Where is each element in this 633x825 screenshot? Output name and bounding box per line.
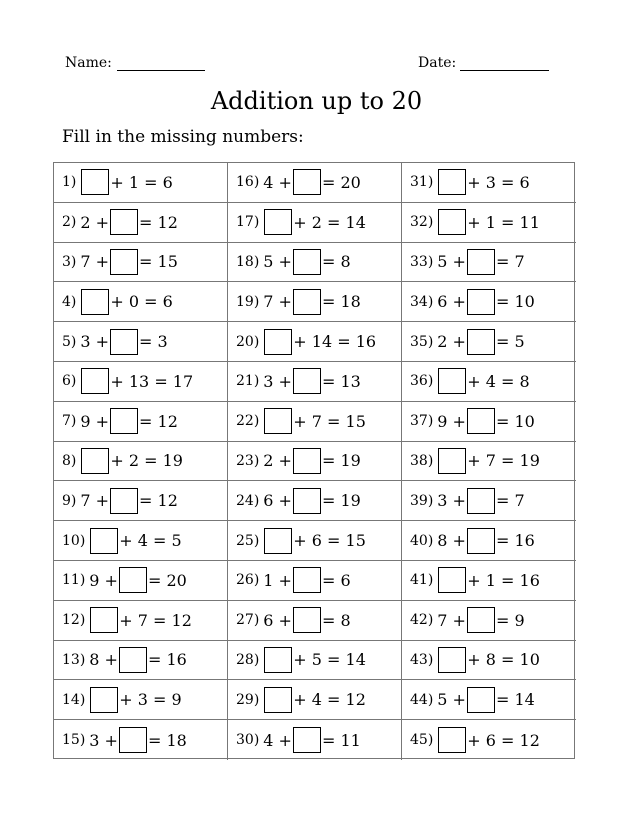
answer-box[interactable] [467, 607, 495, 633]
answer-box[interactable] [293, 249, 321, 275]
problem-cell [402, 282, 576, 322]
answer-box[interactable] [110, 329, 138, 355]
problem-equation: + 7 = 19 [467, 451, 540, 471]
problem-equation: + 1 = 11 [467, 212, 540, 232]
problem-equation: + 2 = 14 [293, 212, 366, 232]
answer-box[interactable] [264, 647, 292, 673]
problem-number: 23) [236, 452, 260, 469]
answer-box[interactable] [467, 488, 495, 514]
problem-number: 39) [410, 492, 434, 509]
problem-addend: 6 + [263, 610, 292, 630]
problem-cell [54, 203, 228, 243]
problem-addend: 9 + [89, 570, 118, 590]
problem-number: 34) [410, 293, 434, 310]
problem-addend: 7 + [263, 292, 292, 312]
problem-equation: = 12 [139, 411, 178, 431]
problem-equation: = 18 [147, 730, 187, 750]
answer-box[interactable] [81, 368, 109, 394]
problem-equation: = 16 [147, 650, 187, 670]
problem-equation: + 7 = 12 [119, 610, 192, 630]
worksheet-title: Addition up to 20 [210, 87, 423, 115]
problem-equation: = 10 [495, 292, 535, 312]
problem-number: 42) [410, 612, 434, 629]
problem-addend: 8 + [89, 650, 118, 670]
problem-equation: = 7 [495, 491, 525, 511]
answer-box[interactable] [293, 169, 321, 195]
answer-box[interactable] [467, 329, 495, 355]
problem-addend: 6 + [263, 491, 292, 511]
answer-box[interactable] [438, 209, 466, 235]
answer-box[interactable] [467, 289, 495, 315]
problem-number: 38) [410, 452, 434, 469]
answer-box[interactable] [438, 368, 466, 394]
problem-cell [402, 641, 576, 681]
problem-equation: + 14 = 16 [293, 332, 377, 352]
problem-cell [228, 322, 402, 362]
problem-number: 37) [410, 413, 434, 430]
problem-equation: = 12 [139, 212, 178, 232]
answer-box[interactable] [264, 687, 292, 713]
problem-cell [228, 163, 402, 203]
problem-cell [228, 561, 402, 601]
problem-number: 6) [62, 373, 77, 390]
problem-addend: 9 + [80, 411, 110, 431]
problem-addend: 5 + [437, 252, 466, 272]
problem-cell [402, 481, 576, 521]
problem-addend: 7 + [80, 491, 110, 511]
answer-box[interactable] [90, 687, 118, 713]
problem-cell [402, 402, 576, 442]
problem-cell [402, 362, 576, 402]
problem-cell [54, 163, 228, 203]
problem-cell [228, 362, 402, 402]
answer-box[interactable] [293, 607, 321, 633]
problem-number: 43) [410, 651, 434, 668]
answer-box[interactable] [81, 169, 109, 195]
problem-addend: 2 + [263, 451, 292, 471]
problem-cell [402, 163, 576, 203]
problem-cell [228, 442, 402, 482]
problem-equation: + 0 = 6 [110, 292, 173, 312]
problem-equation: + 1 = 6 [110, 172, 173, 192]
problem-cell [54, 720, 228, 760]
problem-number: 17) [236, 214, 260, 231]
problem-number: 25) [236, 532, 260, 549]
problem-equation: = 18 [321, 292, 361, 312]
problem-number: 13) [62, 651, 86, 668]
problem-number: 30) [236, 732, 260, 749]
answer-box[interactable] [81, 448, 109, 474]
problem-cell [402, 720, 576, 760]
problem-equation: + 4 = 5 [119, 531, 182, 551]
problem-equation: = 20 [321, 172, 361, 192]
problem-addend: 7 + [80, 252, 110, 272]
problem-cell [54, 641, 228, 681]
problem-addend: 3 + [437, 491, 466, 511]
problem-equation: = 5 [495, 332, 525, 352]
problem-equation: + 3 = 9 [119, 690, 182, 710]
problem-cell [54, 282, 228, 322]
problem-number: 20) [236, 333, 260, 350]
answer-box[interactable] [110, 488, 138, 514]
problem-number: 26) [236, 572, 260, 589]
problem-cell [54, 442, 228, 482]
answer-box[interactable] [293, 727, 321, 753]
problem-addend: 5 + [263, 252, 292, 272]
problem-equation: = 19 [321, 491, 361, 511]
problem-number: 10) [62, 532, 86, 549]
answer-box[interactable] [81, 289, 109, 315]
problem-equation: = 19 [321, 451, 361, 471]
problem-grid [53, 162, 575, 759]
problem-number: 18) [236, 253, 260, 270]
problem-cell [228, 720, 402, 760]
problem-equation: + 6 = 15 [293, 531, 366, 551]
answer-box[interactable] [293, 289, 321, 315]
problem-number: 3) [62, 253, 77, 270]
problem-number: 31) [410, 174, 434, 191]
problem-number: 35) [410, 333, 434, 350]
problem-equation: = 9 [495, 610, 525, 630]
problem-equation: = 6 [321, 570, 351, 590]
problem-cell [402, 680, 576, 720]
problem-number: 28) [236, 651, 260, 668]
problem-equation: + 4 = 8 [467, 371, 530, 391]
problem-cell [402, 322, 576, 362]
answer-box[interactable] [90, 607, 118, 633]
answer-box[interactable] [467, 687, 495, 713]
answer-box[interactable] [110, 408, 138, 434]
problem-number: 33) [410, 253, 434, 270]
answer-box[interactable] [119, 647, 147, 673]
problem-equation: = 3 [139, 332, 168, 352]
answer-box[interactable] [467, 528, 495, 554]
date-blank-line[interactable] [460, 70, 549, 71]
instructions: Fill in the missing numbers: [62, 127, 304, 147]
problem-cell [54, 561, 228, 601]
problem-number: 19) [236, 293, 260, 310]
problem-cell [228, 601, 402, 641]
problem-number: 40) [410, 532, 434, 549]
problem-cell [228, 282, 402, 322]
problem-addend: 4 + [263, 730, 292, 750]
problem-number: 4) [62, 293, 77, 310]
problem-number: 21) [236, 373, 260, 390]
problem-number: 7) [62, 413, 77, 430]
name-label: Name: [65, 55, 112, 71]
answer-box[interactable] [119, 727, 147, 753]
answer-box[interactable] [467, 249, 495, 275]
problem-cell [228, 481, 402, 521]
problem-number: 14) [62, 691, 86, 708]
answer-box[interactable] [438, 727, 466, 753]
problem-cell [402, 601, 576, 641]
answer-box[interactable] [264, 408, 292, 434]
problem-cell [54, 322, 228, 362]
answer-box[interactable] [264, 209, 292, 235]
problem-number: 45) [410, 732, 434, 749]
problem-number: 24) [236, 492, 260, 509]
problem-equation: = 12 [139, 491, 178, 511]
problem-equation: = 7 [495, 252, 525, 272]
problem-equation: + 7 = 15 [293, 411, 366, 431]
problem-equation: + 1 = 16 [467, 570, 540, 590]
problem-number: 1) [62, 174, 77, 191]
problem-equation: + 3 = 6 [467, 172, 530, 192]
problem-cell [54, 362, 228, 402]
problem-cell [402, 561, 576, 601]
problem-equation: = 8 [321, 252, 351, 272]
problem-addend: 7 + [437, 610, 466, 630]
answer-box[interactable] [438, 169, 466, 195]
date-label: Date: [418, 55, 457, 71]
problem-number: 16) [236, 174, 260, 191]
answer-box[interactable] [438, 647, 466, 673]
problem-cell [402, 243, 576, 283]
problem-cell [228, 203, 402, 243]
problem-cell [54, 521, 228, 561]
problem-cell [402, 203, 576, 243]
problem-equation: + 8 = 10 [467, 650, 540, 670]
problem-equation: = 20 [147, 570, 187, 590]
problem-number: 41) [410, 572, 434, 589]
problem-addend: 9 + [437, 411, 466, 431]
problem-number: 9) [62, 492, 77, 509]
problem-equation: = 15 [139, 252, 178, 272]
problem-cell [228, 521, 402, 561]
problem-number: 5) [62, 333, 77, 350]
problem-equation: + 13 = 17 [110, 371, 194, 391]
answer-box[interactable] [110, 209, 138, 235]
problem-number: 12) [62, 612, 86, 629]
problem-addend: 5 + [437, 690, 466, 710]
problem-equation: + 6 = 12 [467, 730, 540, 750]
problem-addend: 2 + [437, 332, 466, 352]
problem-cell [402, 442, 576, 482]
problem-equation: = 14 [495, 690, 535, 710]
problem-number: 22) [236, 413, 260, 430]
problem-equation: = 11 [321, 730, 361, 750]
problem-number: 27) [236, 612, 260, 629]
answer-box[interactable] [264, 528, 292, 554]
problem-equation: = 8 [321, 610, 351, 630]
answer-box[interactable] [293, 488, 321, 514]
problem-equation: = 13 [321, 371, 361, 391]
problem-addend: 1 + [263, 570, 292, 590]
answer-box[interactable] [438, 567, 466, 593]
problem-addend: 3 + [80, 332, 110, 352]
problem-equation: = 10 [495, 411, 535, 431]
problem-cell [228, 680, 402, 720]
answer-box[interactable] [438, 448, 466, 474]
problem-equation: + 2 = 19 [110, 451, 183, 471]
problem-cell [228, 243, 402, 283]
problem-number: 36) [410, 373, 434, 390]
problem-number: 44) [410, 691, 434, 708]
problem-cell [54, 481, 228, 521]
answer-box[interactable] [264, 329, 292, 355]
problem-number: 11) [62, 572, 86, 589]
answer-box[interactable] [293, 448, 321, 474]
problem-cell [54, 402, 228, 442]
problem-cell [54, 601, 228, 641]
problem-addend: 8 + [437, 531, 466, 551]
answer-box[interactable] [293, 368, 321, 394]
problem-number: 8) [62, 452, 77, 469]
problem-addend: 3 + [89, 730, 118, 750]
problem-number: 2) [62, 214, 77, 231]
answer-box[interactable] [90, 528, 118, 554]
problem-equation: + 4 = 12 [293, 690, 366, 710]
problem-addend: 2 + [80, 212, 110, 232]
problem-addend: 4 + [263, 172, 292, 192]
answer-box[interactable] [293, 567, 321, 593]
problem-number: 32) [410, 214, 434, 231]
answer-box[interactable] [119, 567, 147, 593]
name-blank-line[interactable] [117, 70, 205, 71]
problem-addend: 6 + [437, 292, 466, 312]
problem-cell [54, 243, 228, 283]
problem-cell [228, 641, 402, 681]
problem-equation: + 5 = 14 [293, 650, 366, 670]
problem-equation: = 16 [495, 531, 535, 551]
problem-cell [402, 521, 576, 561]
problem-cell [54, 680, 228, 720]
problem-number: 29) [236, 691, 260, 708]
answer-box[interactable] [467, 408, 495, 434]
problem-number: 15) [62, 732, 86, 749]
answer-box[interactable] [110, 249, 138, 275]
problem-addend: 3 + [263, 371, 292, 391]
problem-cell [228, 402, 402, 442]
